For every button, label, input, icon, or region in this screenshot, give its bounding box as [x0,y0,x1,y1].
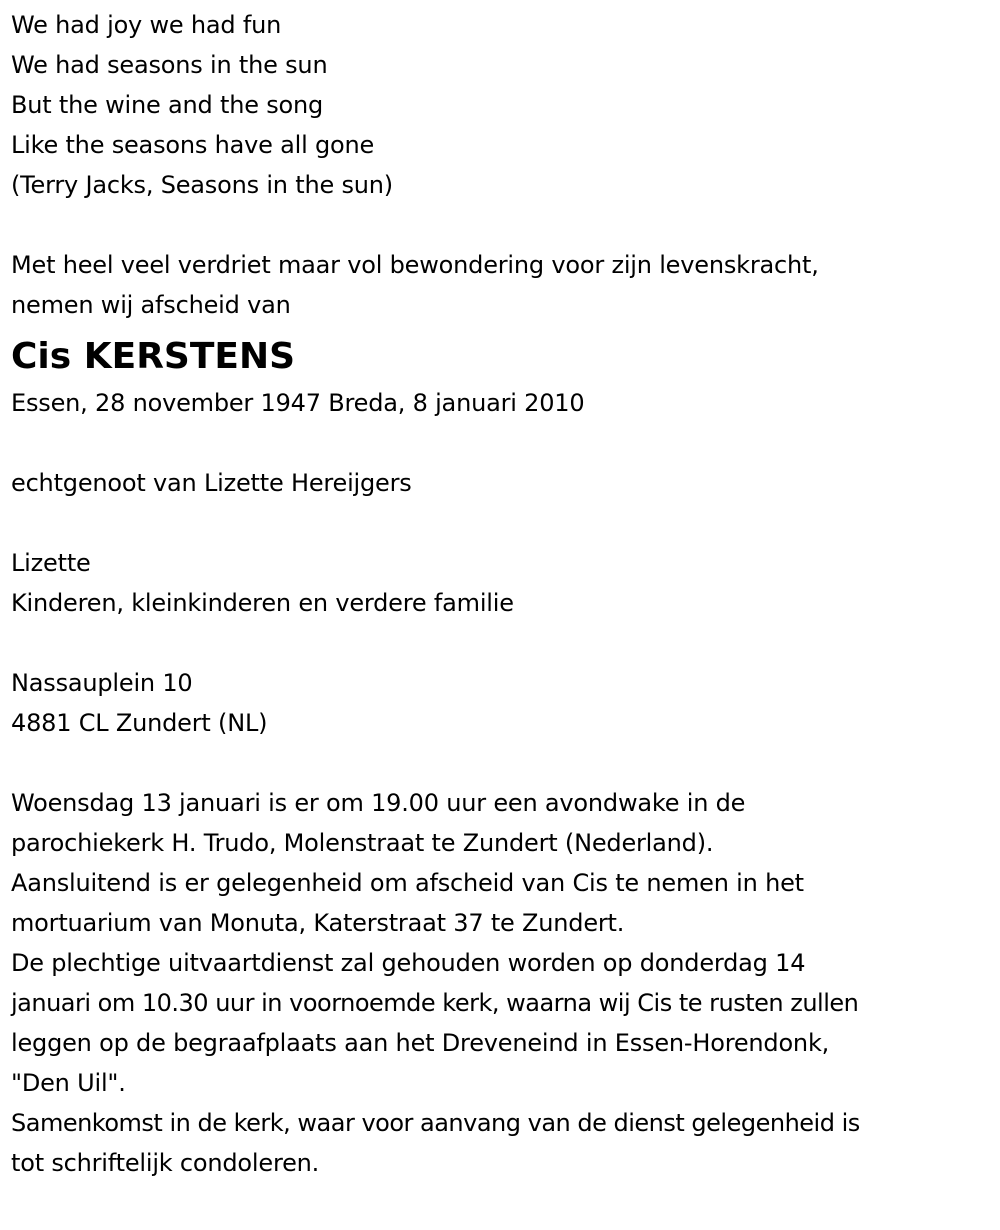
arrangements-line: "Den Uil". [11,1069,126,1097]
family-line: Lizette [11,549,91,577]
spacer [11,205,996,245]
family-section [11,543,996,623]
arrangements-section [11,783,996,1183]
arrangements-line: Woensdag 13 januari is er om 19.00 uur een avondwake in de [11,789,746,817]
address-line: Nassauplein 10 [11,669,193,697]
poem-line: We had seasons in the sun [11,51,328,79]
arrangements-line: Samenkomst in de kerk, waar voor aanvang van de dienst gelegenheid is [11,1109,860,1137]
intro-section [11,245,996,325]
poem-line: But the wine and the song [11,91,324,119]
arrangements-line: leggen op de begraafplaats aan het Dreveneind in Essen-Horendonk, [11,1029,830,1057]
spacer [11,743,996,783]
deceased-name: Cis KERSTENS [11,336,296,377]
arrangements-line: tot schriftelijk condoleren. [11,1149,320,1177]
arrangements-line: Aansluitend is er gelegenheid om afscheid van Cis te nemen in het [11,869,804,897]
address-section [11,663,996,743]
family-line: Kinderen, kleinkinderen en verdere familie [11,589,514,617]
deceased-dates: Essen, 28 november 1947 Breda, 8 januari 2010 [11,389,585,417]
arrangements-line: De plechtige uitvaartdienst zal gehouden worden op donderdag 14 [11,949,806,977]
spouse-line: echtgenoot van Lizette Hereijgers [11,469,412,497]
poem-section [11,5,996,205]
intro-line: Met heel veel verdriet maar vol bewondering voor zijn levenskracht, [11,251,819,279]
address-line: 4881 CL Zundert (NL) [11,709,268,737]
poem-attribution: (Terry Jacks, Seasons in the sun) [11,171,393,199]
spacer [11,423,996,463]
arrangements-line: mortuarium van Monuta, Katerstraat 37 te Zundert. [11,909,625,937]
spacer [11,623,996,663]
death-notice [11,5,996,1183]
poem-line: Like the seasons have all gone [11,131,375,159]
spacer [11,503,996,543]
arrangements-line: parochiekerk H. Trudo, Molenstraat te Zundert (Nederland). [11,829,714,857]
poem-line: We had joy we had fun [11,11,282,39]
intro-line: nemen wij afscheid van [11,291,291,319]
arrangements-line: januari om 10.30 uur in voornoemde kerk, waarna wij Cis te rusten zullen [11,989,859,1017]
